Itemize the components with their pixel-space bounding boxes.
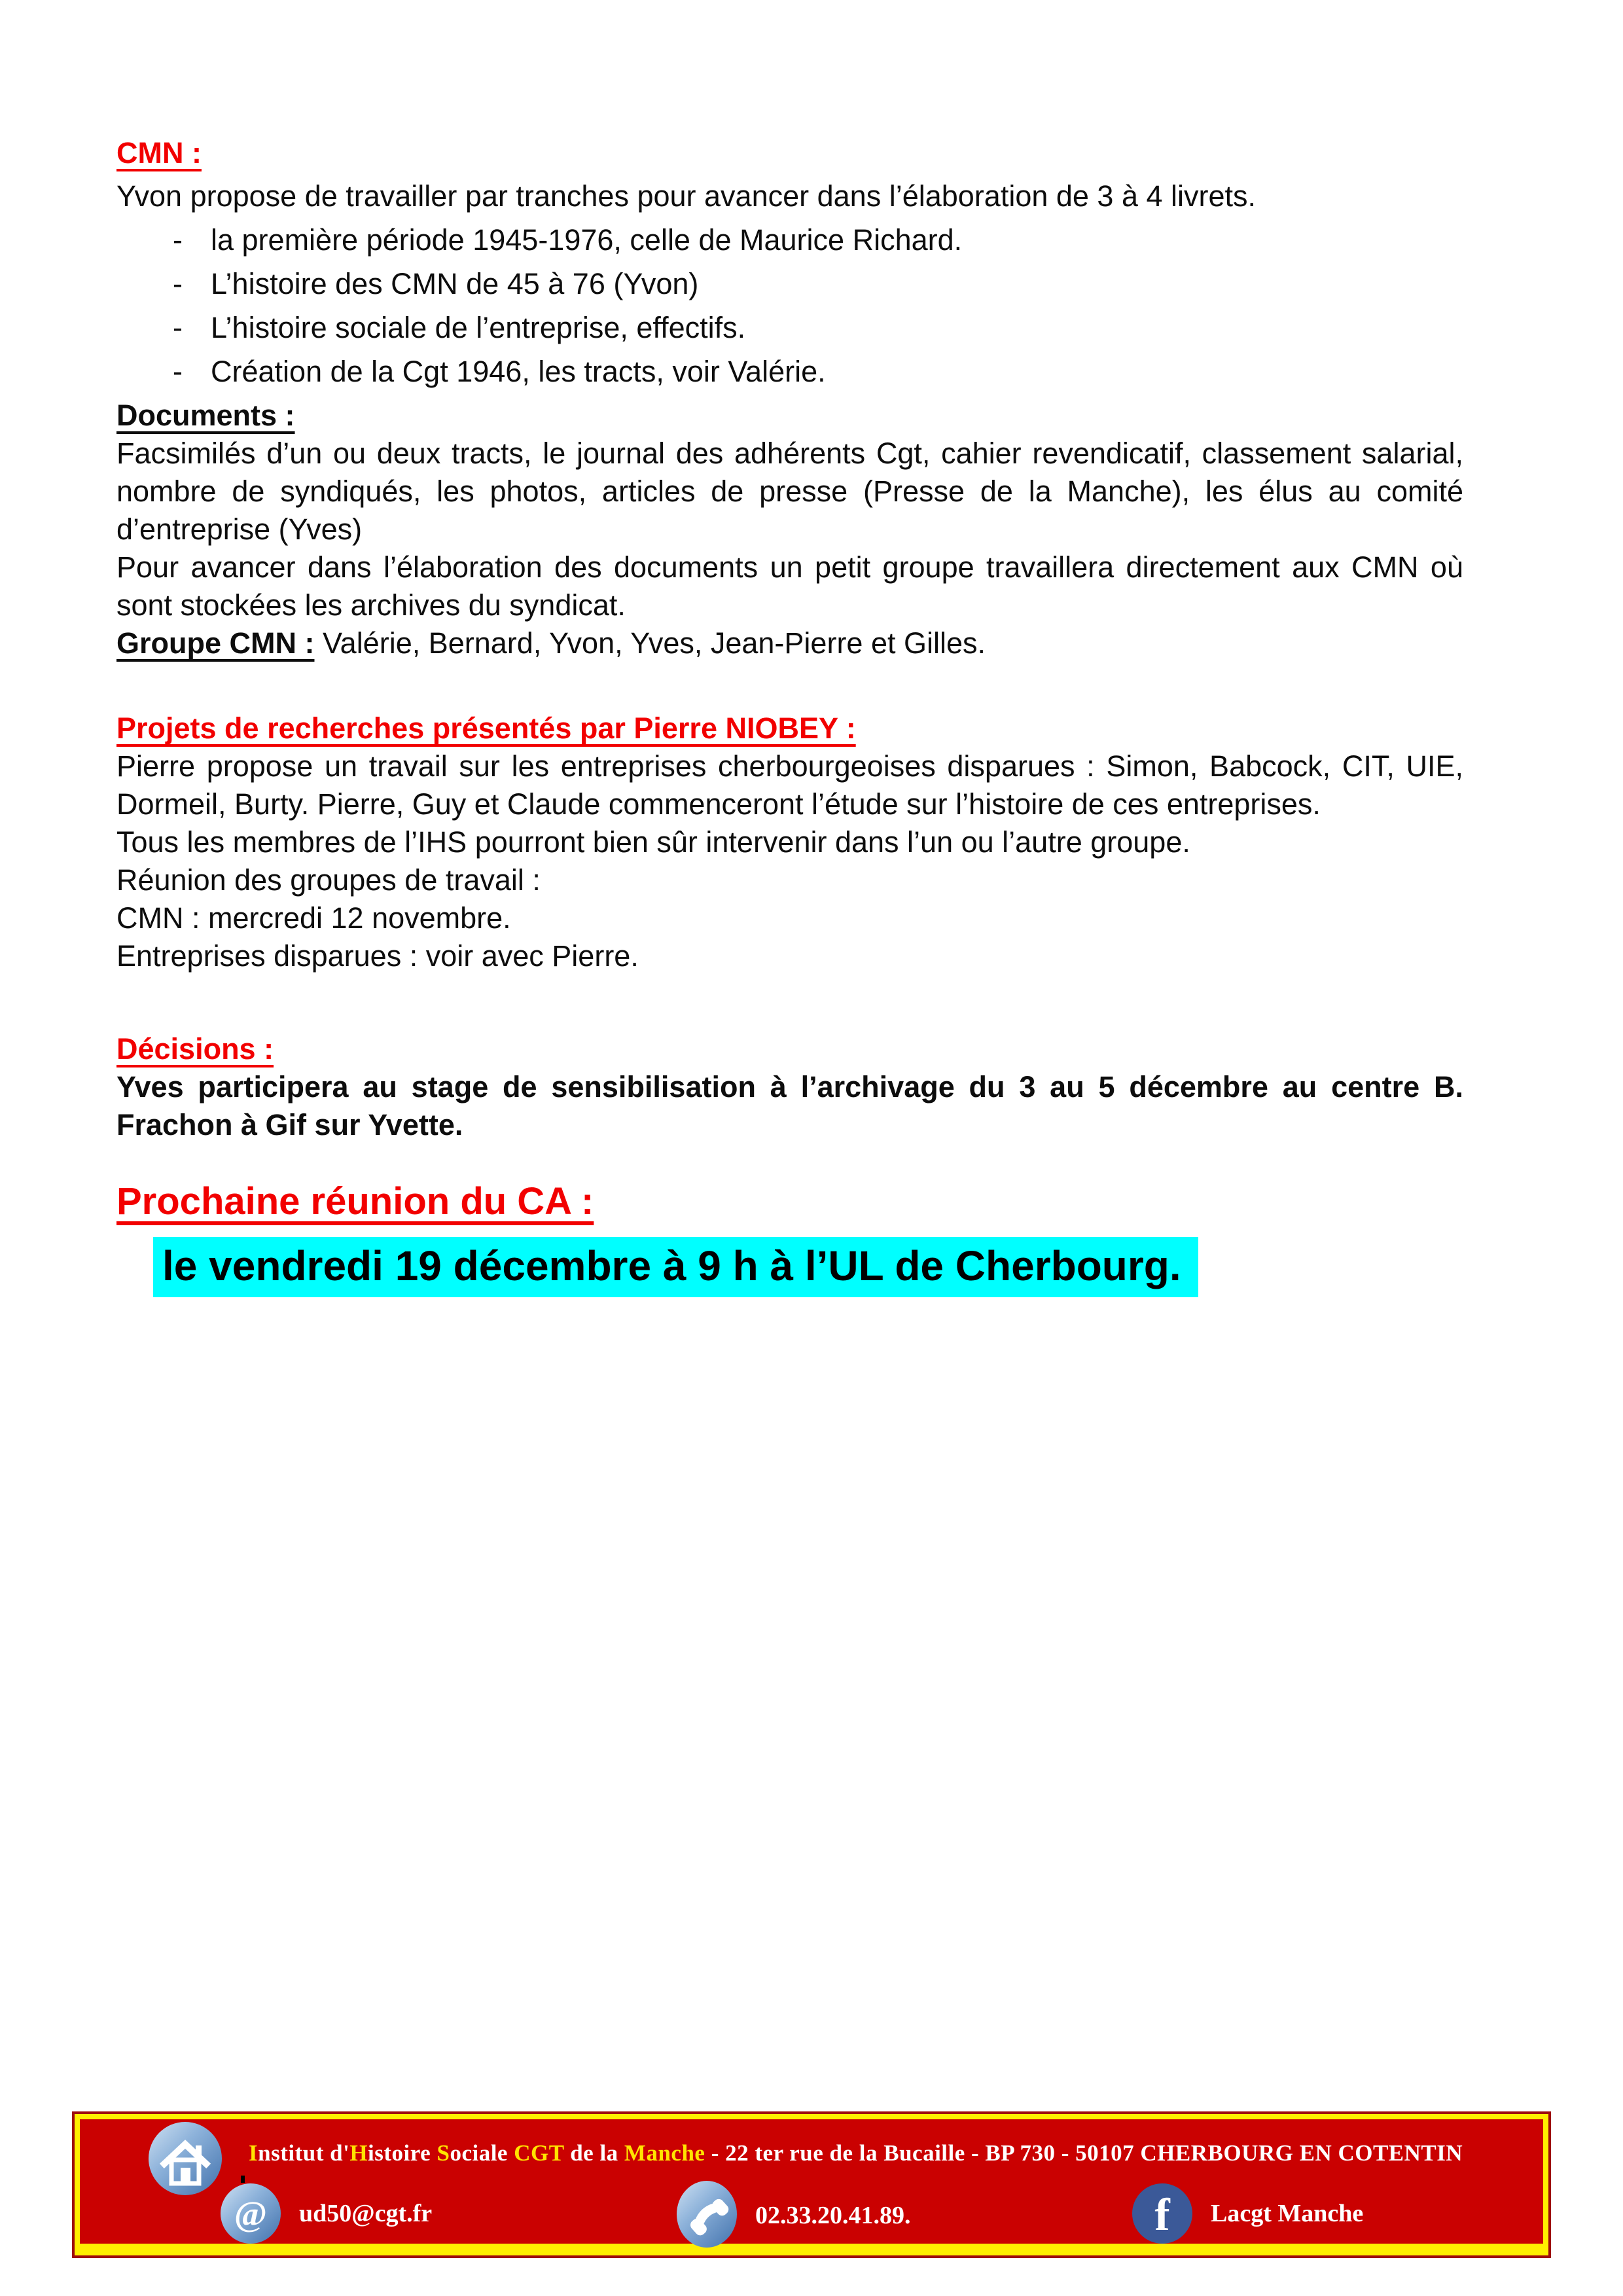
groupe-cmn-label: Groupe CMN : (116, 626, 315, 660)
bullet-text: L’histoire sociale de l’entreprise, effectifs. (211, 311, 746, 344)
footer-banner (72, 2111, 1551, 2258)
document-body (116, 134, 1463, 1297)
bullet-text: L’histoire des CMN de 45 à 76 (Yvon) (211, 267, 699, 300)
title-segment: H (349, 2140, 368, 2166)
groupe-cmn-members: Valérie, Bernard, Yvon, Yves, Jean-Pierre et Gilles. (314, 626, 986, 660)
list-item (116, 221, 1463, 259)
cmn-intro-paragraph: Yvon propose de travailler par tranches pour avancer dans l’élaboration de 3 à 4 livrets. (116, 179, 1257, 213)
email-address: ud50@cgt.fr (299, 2200, 433, 2227)
groupe-cmn-line (116, 624, 1463, 662)
title-segment: - 22 ter rue de la Bucaille - BP 730 - 50107 CHERBOURG EN COTENTIN (705, 2140, 1463, 2166)
section-heading-decisions: Décisions : (116, 1032, 274, 1066)
section-heading-projets: Projets de recherches présentés par Pierre NIOBEY : (116, 711, 856, 745)
title-segment: ociale (450, 2140, 514, 2166)
bullet-text: la première période 1945-1976, celle de Maurice Richard. (211, 223, 963, 257)
title-segment: S (437, 2140, 450, 2166)
phone-icon (677, 2181, 737, 2248)
facebook-icon: f (1132, 2183, 1192, 2244)
cmn-bullet-list (116, 221, 1463, 391)
title-segment: istoire (368, 2140, 437, 2166)
footer-institute-title (249, 2140, 1463, 2166)
projets-line-3: CMN : mercredi 12 novembre. (116, 901, 511, 935)
spacer (116, 662, 1463, 709)
title-segment: Manche (624, 2140, 705, 2166)
projets-line-2: Réunion des groupes de travail : (116, 863, 541, 897)
bullet-text: Création de la Cgt 1946, les tracts, voir Valérie. (211, 355, 826, 388)
at-sign-icon: @ (221, 2183, 281, 2244)
documents-paragraph-2: Pour avancer dans l’élaboration des documents un petit groupe travaillera directement aux CMN où sont stockées les archives du syndicat. (116, 550, 1463, 622)
projets-paragraph: Pierre propose un travail sur les entreprises cherbourgeoises disparues : Simon, Babcock, CIT, UIE, Dormeil, Burty. Pierre, Guy et Claude commenceront l’étude sur l’histoire de ces entreprises. (116, 749, 1463, 821)
bullet-dash: - (173, 355, 183, 388)
phone-number: 02.33.20.41.89. (755, 2202, 911, 2229)
bullet-dash: - (173, 223, 183, 257)
title-segment: CGT (514, 2140, 564, 2166)
projets-line-1: Tous les membres de l’IHS pourront bien sûr intervenir dans l’un ou l’autre groupe. (116, 825, 1190, 859)
list-item (116, 353, 1463, 391)
facebook-contact (1132, 2183, 1363, 2244)
section-heading-prochaine-reunion: Prochaine réunion du CA : (116, 1180, 594, 1223)
title-segment: de la (563, 2140, 624, 2166)
home-icon (149, 2122, 222, 2195)
bullet-dash: - (173, 311, 183, 344)
spacer (116, 1144, 1463, 1178)
email-contact (221, 2183, 432, 2244)
decisions-paragraph: Yves participera au stage de sensibilisation à l’archivage du 3 au 5 décembre au centre B. Frachon à Gif sur Yvette. (116, 1070, 1463, 1141)
title-segment: nstitut d' (258, 2140, 350, 2166)
projets-line-4: Entreprises disparues : voir avec Pierre. (116, 939, 639, 973)
phone-contact (677, 2183, 911, 2248)
section-heading-cmn: CMN : (116, 136, 202, 170)
title-segment: I (249, 2140, 259, 2166)
spacer (116, 975, 1463, 1030)
documents-paragraph-1: Facsimilés d’un ou deux tracts, le journal des adhérents Cgt, cahier revendicatif, classement salarial, nombre de syndiqués, les photos, articles de presse (Presse de la Manche), les élus au comité d’entreprise (Yves) (116, 437, 1463, 546)
list-item (116, 265, 1463, 303)
facebook-page-name: Lacgt Manche (1211, 2200, 1364, 2227)
section-heading-documents: Documents : (116, 399, 295, 432)
footer-banner-inner (75, 2114, 1548, 2255)
list-item (116, 309, 1463, 347)
scan-speck-artifact (241, 2176, 245, 2183)
meeting-date-highlight: le vendredi 19 décembre à 9 h à l’UL de Cherbourg. (153, 1237, 1198, 1297)
bullet-dash: - (173, 267, 183, 300)
